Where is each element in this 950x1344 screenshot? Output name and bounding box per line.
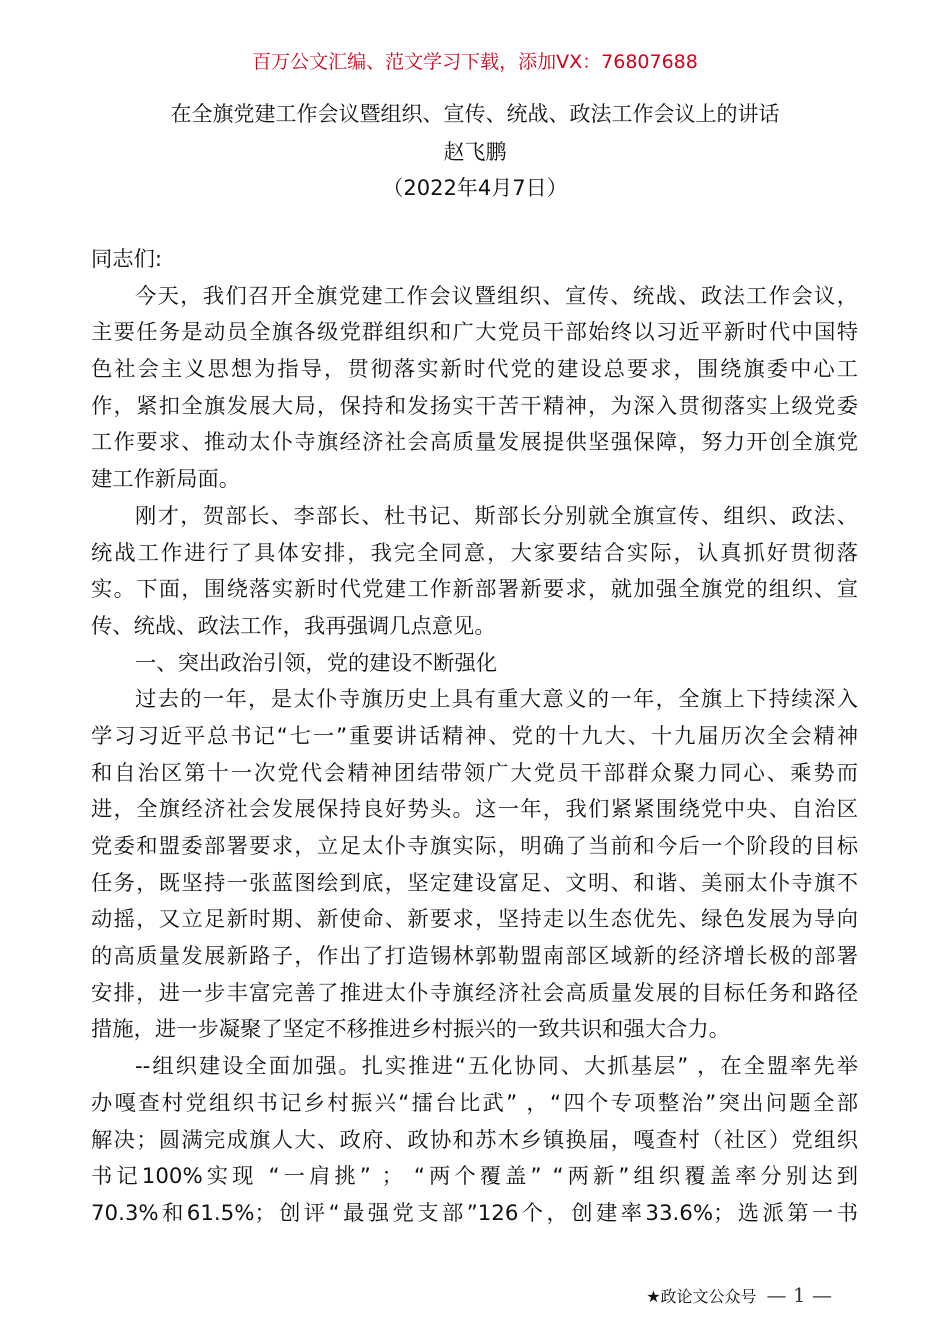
text-line: 学习习近平总书记“七一”重要讲话精神、党的十九大、十九届历次全会精神 xyxy=(91,723,858,749)
text-line: 任务，既坚持一张蓝图绘到底，坚定建设富足、文明、和谐、美丽太仆寺旗不 xyxy=(91,870,858,896)
text-line: 刚才，贺部长、李部长、杜书记、斯部长分别就全旗宣传、组织、政法、 xyxy=(135,503,858,529)
text-line: 解决；圆满完成旗人大、政府、政协和苏木乡镇换届，嘎查村（社区）党组织 xyxy=(91,1127,858,1153)
date: （2022年4月7日） xyxy=(382,176,568,200)
paragraph xyxy=(91,1049,858,1232)
text-line: 同志们: xyxy=(91,247,163,272)
author: 赵飞鹏 xyxy=(443,140,507,164)
document-title: 在全旗党建工作会议暨组织、宣传、统战、政法工作会议上的讲话 xyxy=(170,102,780,126)
text-line: 工作要求、推动太仆寺旗经济社会高质量发展提供坚强保障，努力开创全旗党 xyxy=(91,430,858,456)
paragraph xyxy=(91,499,858,646)
text-line: 传、统战、政法工作，我再强调几点意见。 xyxy=(91,613,496,639)
watermark-banner: 百万公文汇编、范文学习下载，添加VX：76807688 xyxy=(252,51,698,73)
paragraph xyxy=(91,646,858,683)
text-line: 实。下面，围绕落实新时代党建工作新部署新要求，就加强全旗党的组织、宣 xyxy=(91,577,858,603)
document-body xyxy=(91,242,858,1233)
text-line: 措施，进一步凝聚了坚定不移推进乡村振兴的一致共识和强大合力。 xyxy=(91,1017,730,1043)
page-number: — 1 — xyxy=(766,1283,832,1307)
text-line: 的高质量发展新路子，作出了打造锡林郭勒盟南部区域新的经济增长极的部署 xyxy=(91,944,858,970)
paragraph xyxy=(91,279,858,499)
text-line: 办嘎查村党组织书记乡村振兴“擂台比武” ，“四个专项整治”突出问题全部 xyxy=(91,1090,858,1116)
text-line: 安排，进一步丰富完善了推进太仆寺旗经济社会高质量发展的目标任务和路径 xyxy=(91,980,858,1006)
text-line: 主要任务是动员全旗各级党群组织和广大党员干部始终以习近平新时代中国特 xyxy=(91,320,858,346)
text-line: 统战工作进行了具体安排，我完全同意，大家要结合实际，认真抓好贯彻落 xyxy=(91,540,858,566)
footer-label: ★政论文公众号 xyxy=(646,1286,757,1306)
page-footer xyxy=(646,1283,832,1307)
text-line: 作，紧扣全旗发展大局，保持和发扬实干苦干精神，为深入贯彻落实上级党委 xyxy=(91,393,858,419)
text-line: 和自治区第十一次党代会精神团结带领广大党员干部群众聚力同心、乘势而 xyxy=(91,760,858,786)
text-line: 书记100%实现 “一肩挑” ； “两个覆盖” “两新”组织覆盖率分别达到 xyxy=(91,1164,858,1190)
text-line: 党委和盟委部署要求，立足太仆寺旗实际，明确了当前和今后一个阶段的目标 xyxy=(91,834,858,859)
text-line: 今天，我们召开全旗党建工作会议暨组织、宣传、统战、政法工作会议， xyxy=(135,283,858,309)
text-line: 动摇，又立足新时期、新使命、新要求，坚持走以生态优先、绿色发展为导向 xyxy=(91,907,858,933)
text-line: 进，全旗经济社会发展保持良好势头。这一年，我们紧紧围绕党中央、自治区 xyxy=(91,797,858,823)
text-line: 一、突出政治引领，党的建设不断强化 xyxy=(135,650,498,676)
text-line: 70.3%和61.5%；创评“最强党支部”126个，创建率33.6%；选派第一书 xyxy=(91,1200,858,1226)
text-line: 色社会主义思想为指导，贯彻落实新时代党的建设总要求，围绕旗委中心工 xyxy=(91,357,858,383)
text-line: --组织建设全面加强。扎实推进“五化协同、大抓基层” ，在全盟率先举 xyxy=(135,1054,858,1080)
text-line: 建工作新局面。 xyxy=(91,467,241,493)
paragraph xyxy=(91,682,858,1049)
paragraph xyxy=(91,242,858,279)
text-line: 过去的一年，是太仆寺旗历史上具有重大意义的一年，全旗上下持续深入 xyxy=(135,687,858,713)
